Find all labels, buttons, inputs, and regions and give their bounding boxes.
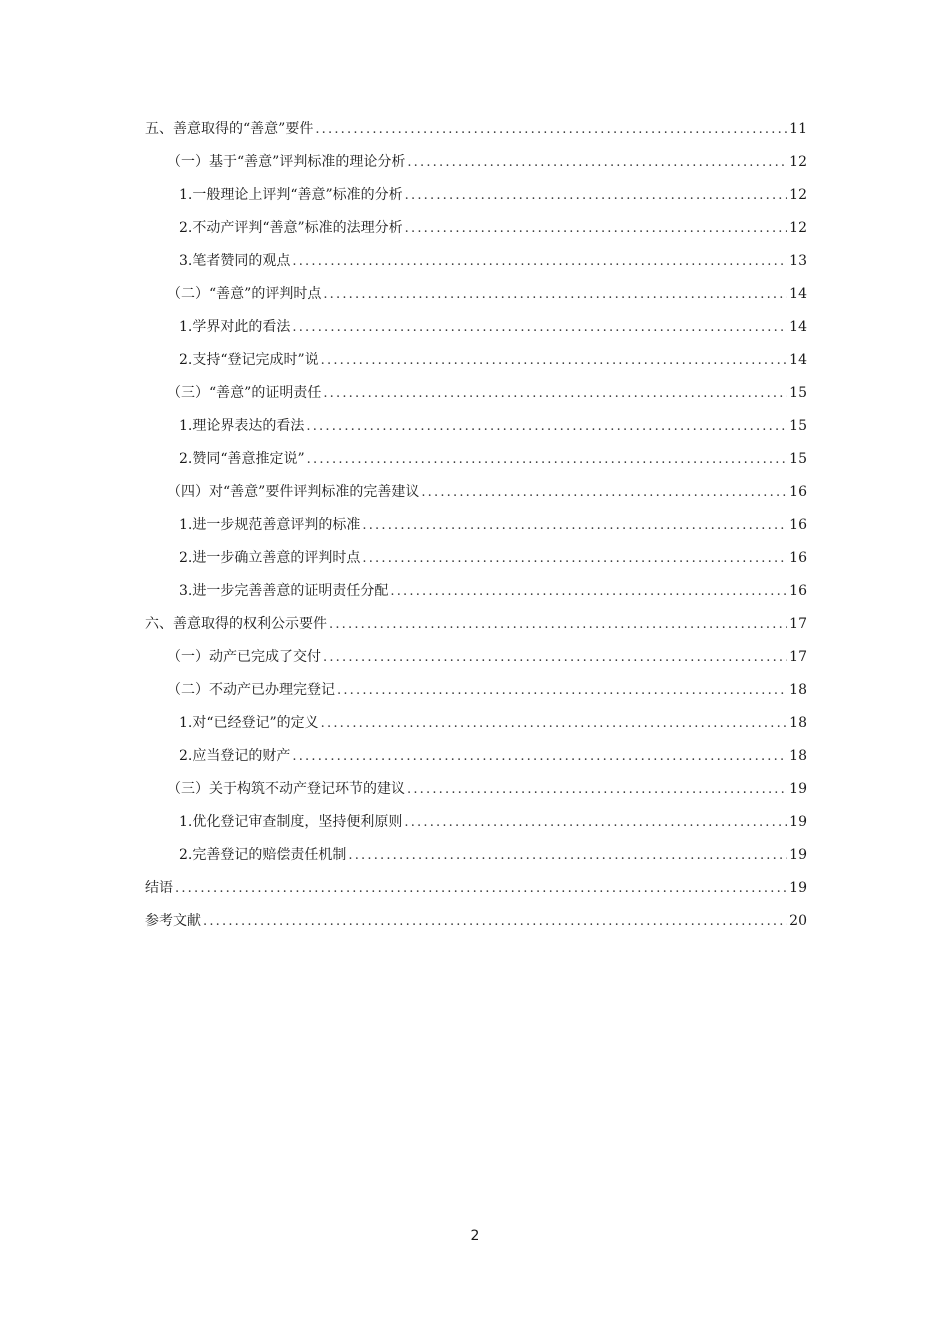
toc-entry-title: 1.对“已经登记”的定义 — [179, 715, 319, 731]
toc-entry-title: 1.学界对此的看法 — [179, 319, 291, 335]
toc-dot-leader — [407, 146, 787, 179]
toc-entry[interactable] — [145, 806, 807, 839]
toc-entry-page: 18 — [789, 715, 807, 731]
toc-entry[interactable] — [145, 146, 807, 179]
toc-entry[interactable] — [145, 707, 807, 740]
toc-entry[interactable] — [145, 278, 807, 311]
toc-dot-leader — [307, 443, 787, 476]
toc-entry-title: 2.完善登记的赔偿责任机制 — [179, 847, 347, 863]
toc-entry[interactable] — [145, 212, 807, 245]
toc-entry[interactable] — [145, 245, 807, 278]
toc-dot-leader — [292, 311, 787, 344]
toc-entry-page: 19 — [789, 847, 807, 863]
toc-entry-page: 16 — [789, 583, 807, 599]
toc-entry-title: 2.支持“登记完成时”说 — [179, 352, 319, 368]
toc-dot-leader — [348, 839, 787, 872]
toc-dot-leader — [405, 179, 787, 212]
toc-entry-page: 19 — [789, 781, 807, 797]
toc-entry[interactable] — [145, 839, 807, 872]
toc-dot-leader — [337, 674, 787, 707]
toc-entry-page: 15 — [789, 385, 807, 401]
toc-entry-title: 1.一般理论上评判“善意”标准的分析 — [179, 187, 403, 203]
table-of-contents — [145, 113, 807, 938]
toc-entry-page: 16 — [789, 517, 807, 533]
toc-entry[interactable] — [145, 575, 807, 608]
toc-dot-leader — [203, 905, 787, 938]
toc-entry[interactable] — [145, 740, 807, 773]
toc-entry[interactable] — [145, 410, 807, 443]
toc-entry[interactable] — [145, 773, 807, 806]
toc-entry-title: 1.进一步规范善意评判的标准 — [179, 517, 361, 533]
toc-dot-leader — [421, 476, 787, 509]
toc-entry-page: 16 — [789, 484, 807, 500]
toc-dot-leader — [407, 773, 787, 806]
toc-entry-page: 18 — [789, 748, 807, 764]
toc-dot-leader — [321, 707, 787, 740]
toc-entry[interactable] — [145, 674, 807, 707]
toc-entry-title: 2.不动产评判“善意”标准的法理分析 — [179, 220, 403, 236]
toc-entry-page: 20 — [789, 913, 807, 929]
toc-entry-title: 五、善意取得的“善意”要件 — [145, 121, 314, 137]
toc-entry-page: 17 — [789, 616, 807, 632]
toc-entry-page: 19 — [789, 814, 807, 830]
toc-dot-leader — [323, 641, 787, 674]
toc-entry-title: （一）基于“善意”评判标准的理论分析 — [167, 154, 406, 170]
toc-entry-page: 11 — [789, 121, 807, 137]
toc-entry[interactable] — [145, 641, 807, 674]
toc-entry-title: （三）关于构筑不动产登记环节的建议 — [167, 781, 405, 797]
toc-entry-page: 18 — [789, 682, 807, 698]
toc-entry[interactable] — [145, 311, 807, 344]
toc-entry-page: 17 — [789, 649, 807, 665]
toc-entry[interactable] — [145, 905, 807, 938]
toc-dot-leader — [292, 740, 787, 773]
toc-entry-title: 3.进一步完善善意的证明责任分配 — [179, 583, 389, 599]
toc-dot-leader — [390, 575, 787, 608]
toc-dot-leader — [306, 410, 787, 443]
toc-entry-title: 3.笔者赞同的观点 — [179, 253, 291, 269]
toc-entry-page: 15 — [789, 451, 807, 467]
toc-entry-title: （二）“善意”的评判时点 — [167, 286, 322, 302]
toc-dot-leader — [404, 806, 787, 839]
toc-entry-page: 12 — [789, 187, 807, 203]
toc-entry-title: 六、善意取得的权利公示要件 — [145, 616, 327, 632]
toc-entry-title: 2.应当登记的财产 — [179, 748, 291, 764]
toc-entry[interactable] — [145, 113, 807, 146]
toc-entry-title: （四）对“善意”要件评判标准的完善建议 — [167, 484, 420, 500]
toc-entry[interactable] — [145, 872, 807, 905]
toc-entry[interactable] — [145, 179, 807, 212]
toc-entry-page: 14 — [789, 319, 807, 335]
toc-dot-leader — [362, 509, 787, 542]
toc-entry-page: 12 — [789, 220, 807, 236]
toc-entry-page: 13 — [789, 253, 807, 269]
toc-entry[interactable] — [145, 443, 807, 476]
toc-dot-leader — [405, 212, 787, 245]
toc-entry-page: 15 — [789, 418, 807, 434]
toc-entry-title: （一）动产已完成了交付 — [167, 649, 321, 665]
toc-entry-title: 参考文献 — [145, 913, 201, 929]
toc-entry-title: 2.进一步确立善意的评判时点 — [179, 550, 361, 566]
toc-dot-leader — [329, 608, 787, 641]
toc-entry-title: 结语 — [145, 880, 173, 896]
toc-dot-leader — [323, 377, 787, 410]
toc-dot-leader — [175, 872, 787, 905]
toc-entry[interactable] — [145, 344, 807, 377]
toc-entry-page: 14 — [789, 352, 807, 368]
toc-entry-page: 14 — [789, 286, 807, 302]
toc-entry-title: 2.赞同“善意推定说” — [179, 451, 305, 467]
toc-dot-leader — [362, 542, 787, 575]
page-number: 2 — [470, 1228, 480, 1244]
toc-dot-leader — [321, 344, 787, 377]
toc-entry-title: （二）不动产已办理完登记 — [167, 682, 335, 698]
toc-dot-leader — [315, 113, 787, 146]
toc-entry-page: 19 — [789, 880, 807, 896]
toc-entry[interactable] — [145, 608, 807, 641]
toc-entry[interactable] — [145, 476, 807, 509]
toc-entry-title: （三）“善意”的证明责任 — [167, 385, 322, 401]
toc-entry-page: 16 — [789, 550, 807, 566]
toc-entry[interactable] — [145, 377, 807, 410]
toc-entry-title: 1.优化登记审查制度，坚持便利原则 — [179, 814, 403, 830]
toc-entry[interactable] — [145, 542, 807, 575]
toc-dot-leader — [292, 245, 787, 278]
toc-entry-title: 1.理论界表达的看法 — [179, 418, 305, 434]
toc-dot-leader — [323, 278, 787, 311]
toc-entry[interactable] — [145, 509, 807, 542]
toc-entry-page: 12 — [789, 154, 807, 170]
